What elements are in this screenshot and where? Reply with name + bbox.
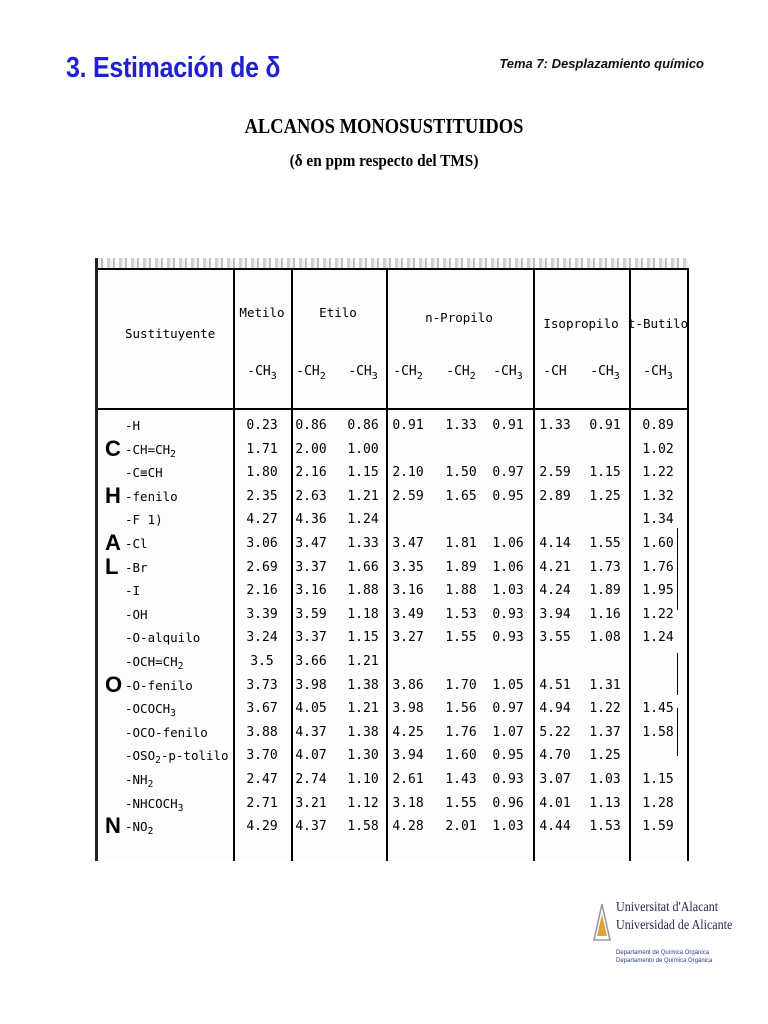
substituent-text: -OH — [125, 606, 148, 622]
substituent-name — [125, 725, 208, 740]
shift-value: 3.07 — [539, 772, 571, 787]
shift-value: 4.25 — [392, 724, 424, 740]
table-heading: ALCANOS MONOSUSTITUIDOS — [244, 114, 524, 138]
shift-value: 1.58 — [642, 724, 674, 740]
table-top-rule — [98, 268, 688, 270]
shift-value: 4.07 — [295, 748, 327, 764]
shift-value: 1.22 — [589, 701, 621, 717]
shift-value: 3.70 — [246, 748, 278, 764]
shift-value: 2.59 — [392, 488, 424, 504]
shift-value: 0.93 — [492, 606, 524, 622]
shift-value: 2.10 — [392, 465, 424, 481]
shift-value: 1.21 — [347, 488, 379, 504]
shift-value: 3.47 — [295, 536, 327, 551]
column-header-subscript: 3 — [666, 371, 673, 382]
shift-value: 3.94 — [539, 606, 571, 622]
substituent-text: -C≡CH — [125, 465, 163, 481]
shift-value: 4.36 — [295, 512, 327, 528]
department-name-valencian: Departament de Química Orgànica — [616, 950, 710, 956]
university-name-spanish: Universidad de Alicante — [616, 918, 733, 933]
column-header — [643, 364, 673, 382]
column-header — [348, 364, 378, 382]
group-label-t-butilo: t-Butilo — [627, 316, 689, 331]
column-header — [393, 364, 423, 382]
shift-value: 3.37 — [295, 630, 327, 646]
substituent-name — [125, 748, 229, 767]
university-emblem-icon — [592, 902, 612, 942]
shift-value: 2.16 — [295, 465, 327, 481]
substituent-subscript: 2 — [147, 779, 154, 790]
university-logo — [592, 900, 742, 980]
university-name-valencian: Universitat d'Alacant — [616, 900, 719, 915]
substituent-text: -F 1) — [125, 512, 163, 528]
shift-value: 1.76 — [642, 559, 674, 575]
shift-value: 1.33 — [445, 418, 477, 433]
shift-value: 3.35 — [392, 559, 424, 575]
shift-value: 1.08 — [589, 630, 621, 646]
shift-value: 3.88 — [246, 724, 278, 740]
shift-value: 2.59 — [539, 465, 571, 481]
shift-value: 0.93 — [492, 630, 524, 646]
column-header-main: -CH — [296, 364, 320, 379]
column-header — [493, 364, 523, 382]
shift-value: 1.03 — [492, 819, 524, 835]
substituent-text: -CH=CH — [125, 441, 171, 457]
substituent-text: -Cl — [125, 536, 148, 551]
substituent-name — [125, 630, 200, 645]
substituent-name — [125, 701, 176, 720]
shift-value: 3.55 — [539, 630, 571, 646]
shift-value: 1.76 — [445, 724, 477, 740]
shift-value: 1.55 — [445, 795, 477, 811]
shift-value: 2.63 — [295, 488, 327, 504]
topic-label: Tema 7: Desplazamiento químico — [499, 56, 704, 71]
substituent-text: -OCO-fenilo — [125, 724, 208, 740]
substituent-text: -NO — [125, 819, 148, 835]
shift-value: 1.60 — [642, 536, 674, 551]
substituent-text: -NHCOCH — [125, 795, 178, 811]
shift-value: 3.59 — [295, 606, 327, 622]
scan-left-edge — [95, 258, 98, 861]
substituent-text: -I — [125, 583, 141, 599]
substituent-text: -O-fenilo — [125, 677, 193, 693]
substituent-subscript: 3 — [170, 708, 176, 720]
substituent-header: Sustituyente — [125, 326, 216, 341]
shift-value: 1.50 — [445, 465, 477, 481]
shift-value: 3.16 — [392, 583, 424, 599]
substituent-name — [125, 772, 154, 790]
shift-value: 0.97 — [492, 701, 524, 717]
column-header — [590, 364, 620, 382]
shift-value: 1.06 — [492, 559, 524, 575]
shift-value: 1.22 — [642, 606, 674, 622]
substituent-name — [125, 536, 148, 551]
shift-value: 1.43 — [445, 772, 477, 787]
shift-value: 0.91 — [492, 418, 524, 433]
substituent-name — [125, 441, 176, 460]
substituent-name — [125, 583, 140, 598]
side-group-letter: L — [105, 553, 119, 579]
shift-value: 2.00 — [295, 441, 327, 457]
shift-value: 1.55 — [589, 536, 621, 551]
shift-value: 1.15 — [589, 465, 621, 481]
column-header-subscript: 3 — [270, 371, 277, 382]
column-header-main: -CH — [393, 364, 417, 379]
shift-value: 0.95 — [492, 748, 524, 764]
shift-value: 0.86 — [295, 418, 327, 433]
substituent-text: -p-tolilo — [160, 748, 229, 764]
substituent-name — [125, 465, 163, 480]
shift-value: 1.89 — [589, 583, 621, 599]
group-label-etilo: Etilo — [319, 305, 357, 320]
shift-value: 3.5 — [250, 654, 274, 669]
shift-value: 1.02 — [642, 441, 674, 457]
shift-value: 0.95 — [492, 488, 524, 504]
shift-value: 1.38 — [347, 677, 379, 693]
group-label-isopropilo: Isopropilo — [543, 316, 619, 331]
shift-value: 3.94 — [392, 748, 424, 764]
substituent-name — [125, 654, 184, 672]
substituent-text: -OCH=CH — [125, 654, 178, 669]
substituent-subscript: 2 — [177, 661, 184, 672]
shift-value: 1.65 — [445, 488, 477, 504]
column-divider — [629, 268, 631, 861]
substituent-subscript: 2 — [147, 826, 154, 838]
shift-value: 3.37 — [295, 559, 327, 575]
substituent-name — [125, 418, 140, 433]
shift-value: 1.70 — [445, 677, 477, 693]
shift-value: 4.29 — [246, 819, 278, 835]
shift-value: 3.98 — [295, 677, 327, 693]
substituent-subscript: 2 — [170, 448, 176, 460]
shift-value: 1.66 — [347, 559, 379, 575]
side-group-letter: O — [105, 671, 123, 697]
side-group-letter: H — [105, 482, 121, 508]
shift-value: 3.66 — [295, 654, 327, 669]
shift-value: 1.10 — [347, 772, 379, 787]
shift-value: 1.21 — [347, 701, 379, 717]
shift-value: 1.81 — [445, 536, 477, 551]
shift-value: 1.95 — [642, 583, 674, 599]
shift-value: 2.61 — [392, 772, 424, 787]
substituent-text: -NH — [125, 772, 148, 787]
column-header — [247, 364, 277, 382]
shift-value: 1.13 — [589, 795, 621, 811]
shift-value: 1.34 — [642, 512, 674, 528]
shift-value: 0.91 — [589, 418, 621, 433]
column-divider — [687, 268, 689, 861]
shift-value: 0.91 — [392, 418, 424, 433]
shift-value: 1.00 — [347, 441, 379, 457]
scanned-shift-table — [95, 258, 688, 861]
shift-value: 1.33 — [539, 418, 571, 433]
shift-value: 1.88 — [347, 583, 379, 599]
shift-value: 4.94 — [539, 701, 571, 717]
column-header-main: -CH — [590, 364, 614, 379]
column-header-main: -CH — [493, 364, 517, 379]
shift-value: 2.47 — [246, 772, 278, 787]
shift-value: 1.24 — [642, 630, 674, 646]
shift-value: 1.03 — [589, 772, 621, 787]
shift-value: 1.55 — [445, 630, 477, 646]
shift-value: 1.45 — [642, 701, 674, 717]
substituent-name — [125, 607, 148, 622]
shift-value: 2.16 — [246, 583, 278, 599]
shift-value: 1.73 — [589, 559, 621, 575]
substituent-name — [125, 512, 163, 527]
shift-value: 4.70 — [539, 748, 571, 764]
shift-value: 1.89 — [445, 559, 477, 575]
shift-value: 3.27 — [392, 630, 424, 646]
shift-value: 1.88 — [445, 583, 477, 599]
shift-value: 1.15 — [347, 630, 379, 646]
substituent-subscript: 3 — [177, 802, 184, 814]
shift-value: 1.18 — [347, 606, 379, 622]
shift-value: 1.31 — [589, 677, 621, 693]
side-group-letter: A — [105, 530, 121, 555]
column-header — [296, 364, 326, 382]
substituent-name — [125, 795, 184, 814]
group-label-n-propilo: n-Propilo — [425, 310, 493, 325]
shift-value: 1.22 — [642, 465, 674, 481]
shift-value: 3.16 — [295, 583, 327, 599]
shift-value: 4.24 — [539, 583, 571, 599]
shift-value: 1.33 — [347, 536, 379, 551]
shift-value: 1.16 — [589, 606, 621, 622]
header-bottom-rule — [98, 408, 688, 410]
shift-value: 1.59 — [642, 819, 674, 835]
shift-value: 1.37 — [589, 724, 621, 740]
shift-value: 3.73 — [246, 677, 278, 693]
shift-value: 3.47 — [392, 536, 424, 551]
table-subheading: (δ en ppm respecto del TMS) — [289, 151, 479, 170]
substituent-name — [125, 489, 178, 504]
shift-value: 1.38 — [347, 724, 379, 740]
substituent-text: -H — [125, 418, 141, 433]
shift-value: 1.30 — [347, 748, 379, 764]
shift-value: 3.39 — [246, 606, 278, 622]
table-bracket — [673, 528, 678, 610]
shift-value: 1.56 — [445, 701, 477, 717]
shift-value: 1.07 — [492, 724, 524, 740]
side-group-letter: N — [105, 813, 121, 839]
column-header-main: -CH — [543, 364, 567, 379]
table-bracket — [673, 653, 678, 695]
column-header-main: -CH — [247, 364, 271, 379]
shift-value: 0.96 — [492, 795, 524, 811]
column-header-subscript: 2 — [416, 371, 423, 382]
column-header-main: -CH — [643, 364, 667, 379]
slide-title: 3. Estimación de δ — [66, 52, 281, 84]
column-header — [446, 364, 476, 382]
shift-value: 1.15 — [642, 772, 674, 787]
shift-value: 1.53 — [445, 606, 477, 622]
shift-value: 0.86 — [347, 418, 379, 433]
substituent-name — [125, 819, 154, 838]
shift-value: 3.49 — [392, 606, 424, 622]
column-header-subscript: 3 — [371, 371, 378, 382]
column-divider — [233, 268, 235, 861]
shift-value: 4.51 — [539, 677, 571, 693]
substituent-text: -OSO — [125, 748, 156, 764]
shift-value: 1.25 — [589, 748, 621, 764]
shift-value: 2.74 — [295, 772, 327, 787]
shift-value: 1.06 — [492, 536, 524, 551]
shift-value: 2.71 — [246, 795, 278, 811]
shift-value: 3.21 — [295, 795, 327, 811]
shift-value: 1.80 — [246, 465, 278, 481]
substituent-text: -Br — [125, 559, 148, 575]
column-header — [543, 364, 566, 379]
shift-value: 1.58 — [347, 819, 379, 835]
column-header-main: -CH — [446, 364, 470, 379]
shift-value: 3.06 — [246, 536, 278, 551]
shift-value: 3.98 — [392, 701, 424, 717]
shift-value: 1.71 — [246, 441, 278, 457]
column-header-subscript: 3 — [516, 371, 523, 382]
group-label-metilo: Metilo — [239, 305, 285, 320]
shift-value: 3.86 — [392, 677, 424, 693]
shift-value: 4.01 — [539, 795, 571, 811]
shift-value: 4.21 — [539, 559, 571, 575]
column-header-subscript: 2 — [469, 371, 476, 382]
substituent-subscript: 2 — [155, 755, 161, 767]
shift-value: 2.69 — [246, 559, 278, 575]
shift-value: 1.60 — [445, 748, 477, 764]
shift-value: 1.05 — [492, 677, 524, 693]
shift-value: 1.25 — [589, 488, 621, 504]
shift-value: 1.32 — [642, 488, 674, 504]
substituent-name — [125, 678, 193, 693]
scan-top-edge — [95, 258, 688, 268]
side-group-letter: C — [105, 435, 121, 461]
column-header-main: -CH — [348, 364, 372, 379]
substituent-name — [125, 560, 148, 575]
substituent-text: -OCOCH — [125, 701, 171, 717]
column-header-subscript: 2 — [319, 371, 326, 382]
shift-value: 0.89 — [642, 418, 674, 433]
shift-value: 3.18 — [392, 795, 424, 811]
shift-value: 4.27 — [246, 512, 278, 528]
shift-value: 4.37 — [295, 724, 327, 740]
shift-value: 1.24 — [347, 512, 379, 528]
shift-value: 1.03 — [492, 583, 524, 599]
substituent-text: -O-alquilo — [125, 630, 201, 646]
shift-value: 4.37 — [295, 819, 327, 835]
shift-value: 4.44 — [539, 819, 571, 835]
shift-value: 0.93 — [492, 772, 524, 787]
shift-value: 3.67 — [246, 701, 278, 717]
shift-value: 1.21 — [347, 654, 379, 669]
shift-value: 2.01 — [445, 819, 477, 835]
shift-value: 3.24 — [246, 630, 278, 646]
shift-value: 0.23 — [246, 418, 278, 433]
shift-value: 4.05 — [295, 701, 327, 717]
shift-value: 1.53 — [589, 819, 621, 835]
shift-value: 1.28 — [642, 795, 674, 811]
column-header-subscript: 3 — [613, 371, 620, 382]
department-name-spanish: Departamento de Química Orgánica — [616, 958, 713, 964]
shift-value: 2.35 — [246, 488, 278, 504]
shift-value: 0.97 — [492, 465, 524, 481]
shift-value: 1.15 — [347, 465, 379, 481]
shift-value: 2.89 — [539, 488, 571, 504]
substituent-text: -fenilo — [125, 488, 178, 504]
shift-value: 4.28 — [392, 819, 424, 835]
shift-value: 5.22 — [539, 724, 571, 740]
table-bracket — [673, 708, 678, 756]
shift-value: 4.14 — [539, 536, 571, 551]
shift-value: 1.12 — [347, 795, 379, 811]
